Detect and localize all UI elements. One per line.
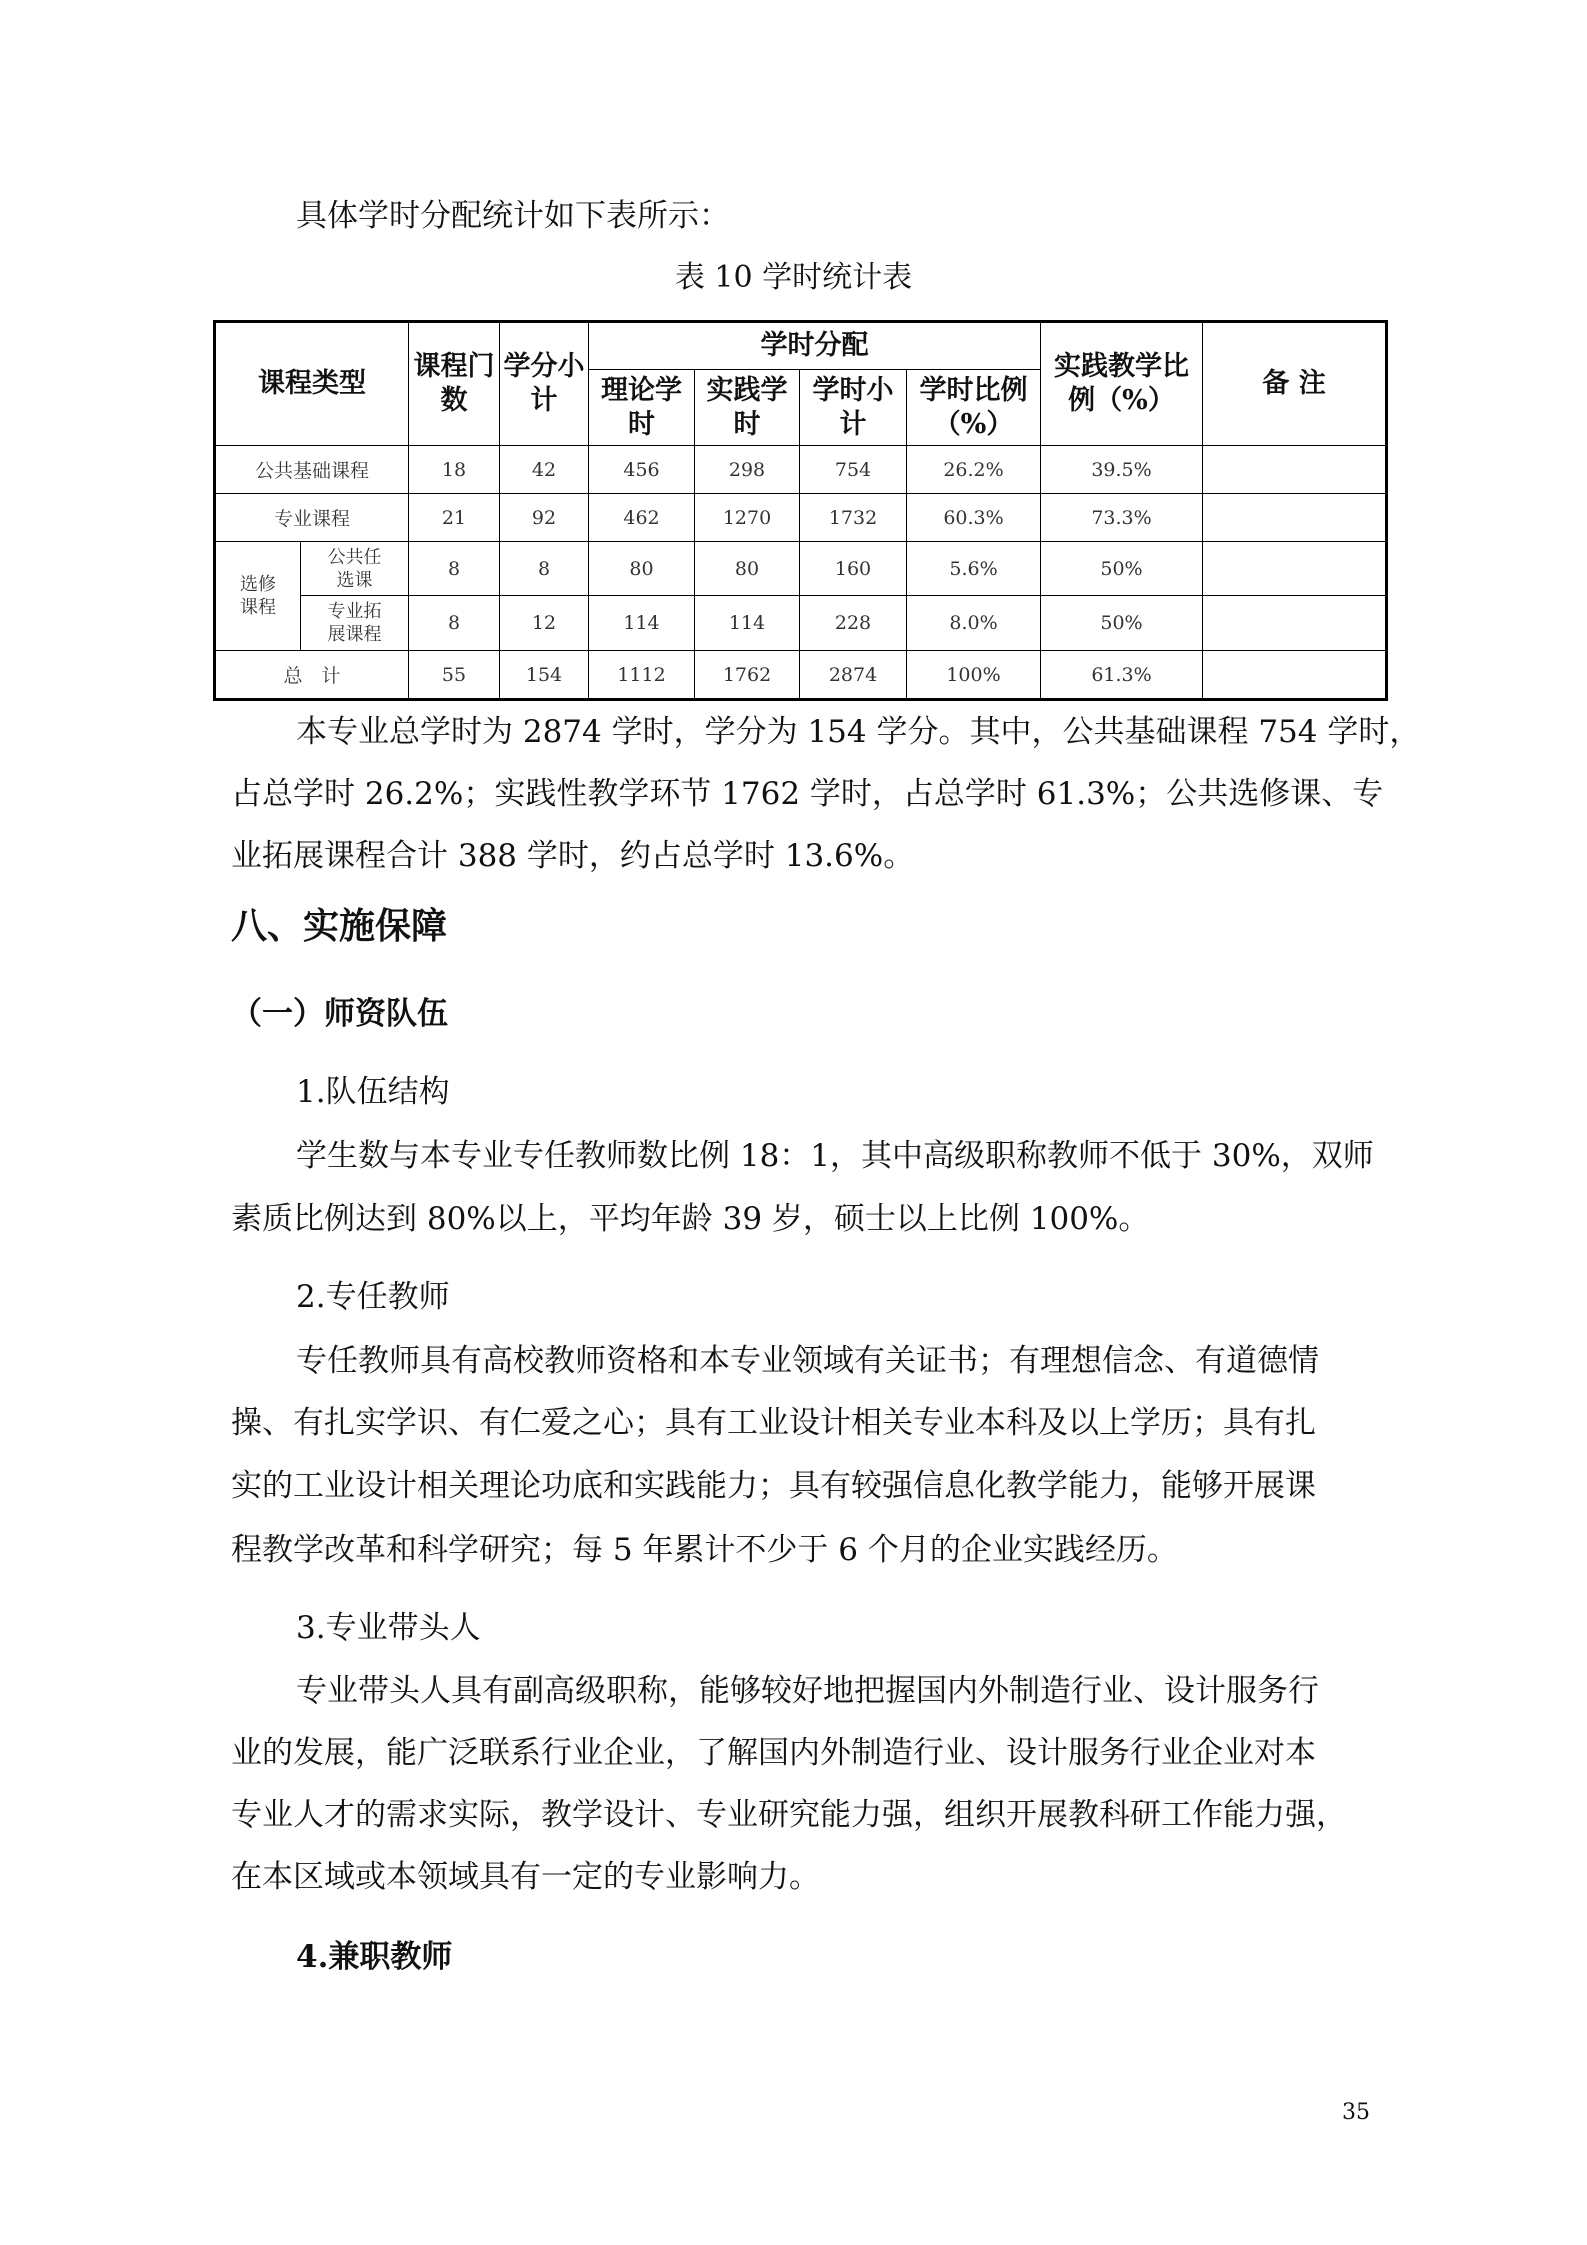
header-hours-alloc: 学时分配 <box>589 322 1041 370</box>
cell-subtotal: 228 <box>800 596 907 651</box>
cell-subtotal: 2874 <box>800 651 907 700</box>
cell-practice: 1762 <box>695 651 800 700</box>
paragraph-line: 在本区域或本领域具有一定的专业影响力。 <box>231 1859 820 1895</box>
cell-practice-ratio: 50% <box>1041 542 1203 596</box>
cell-type: 专业课程 <box>215 494 409 542</box>
cell-practice: 298 <box>695 446 800 494</box>
cell-ratio: 8.0% <box>907 596 1041 651</box>
cell-notes <box>1203 596 1387 651</box>
cell-notes <box>1203 446 1387 494</box>
header-course-count: 课程门数 <box>409 322 500 446</box>
cell-count: 21 <box>409 494 500 542</box>
cell-credits: 42 <box>500 446 589 494</box>
cell-practice-ratio: 61.3% <box>1041 651 1203 700</box>
cell-practice-ratio: 73.3% <box>1041 494 1203 542</box>
table-row <box>215 446 1387 494</box>
header-ratio: 学时比例（%） <box>907 370 1041 446</box>
header-credits: 学分小计 <box>500 322 589 446</box>
item-title: 4.兼职教师 <box>296 1939 453 1975</box>
subsection-title: （一）师资队伍 <box>231 996 448 1032</box>
item-title: 1.队伍结构 <box>296 1074 450 1110</box>
header-notes: 备 注 <box>1203 322 1387 446</box>
hours-table <box>213 320 1388 701</box>
table-row-total <box>215 651 1387 700</box>
cell-count: 8 <box>409 542 500 596</box>
header-subtotal: 学时小计 <box>800 370 907 446</box>
cell-ratio: 26.2% <box>907 446 1041 494</box>
paragraph-line: 占总学时 26.2%；实践性教学环节 1762 学时，占总学时 61.3%；公共选修课、专 <box>231 776 1384 812</box>
cell-notes <box>1203 651 1387 700</box>
paragraph-line: 专业人才的需求实际，教学设计、专业研究能力强，组织开展教科研工作能力强， <box>231 1797 1347 1833</box>
cell-theory: 462 <box>589 494 695 542</box>
cell-elective-group: 选修课程 <box>215 542 301 651</box>
cell-count: 18 <box>409 446 500 494</box>
cell-type: 专业拓展课程 <box>301 596 409 651</box>
cell-count: 8 <box>409 596 500 651</box>
item-title: 3.专业带头人 <box>296 1610 481 1646</box>
cell-practice: 1270 <box>695 494 800 542</box>
paragraph-line: 业的发展，能广泛联系行业企业，了解国内外制造行业、设计服务行业企业对本 <box>231 1735 1316 1771</box>
header-theory: 理论学时 <box>589 370 695 446</box>
cell-notes <box>1203 494 1387 542</box>
cell-ratio: 5.6% <box>907 542 1041 596</box>
cell-practice: 114 <box>695 596 800 651</box>
paragraph-line: 实的工业设计相关理论功底和实践能力；具有较强信息化教学能力，能够开展课 <box>231 1468 1316 1504</box>
paragraph-line: 素质比例达到 80%以上，平均年龄 39 岁，硕士以上比例 100%。 <box>231 1201 1150 1237</box>
item-title: 2.专任教师 <box>296 1279 450 1315</box>
cell-count: 55 <box>409 651 500 700</box>
paragraph-line: 专任教师具有高校教师资格和本专业领域有关证书；有理想信念、有道德情 <box>296 1343 1319 1379</box>
cell-notes <box>1203 542 1387 596</box>
cell-practice-ratio: 50% <box>1041 596 1203 651</box>
header-practice: 实践学时 <box>695 370 800 446</box>
cell-type: 总 计 <box>215 651 409 700</box>
cell-practice: 80 <box>695 542 800 596</box>
cell-credits: 92 <box>500 494 589 542</box>
cell-theory: 80 <box>589 542 695 596</box>
table-row <box>215 542 1387 596</box>
paragraph-line: 学生数与本专业专任教师数比例 18：1，其中高级职称教师不低于 30%，双师 <box>296 1138 1374 1174</box>
cell-ratio: 100% <box>907 651 1041 700</box>
cell-credits: 8 <box>500 542 589 596</box>
cell-theory: 114 <box>589 596 695 651</box>
cell-practice-ratio: 39.5% <box>1041 446 1203 494</box>
cell-theory: 456 <box>589 446 695 494</box>
table-row <box>215 596 1387 651</box>
paragraph-line: 业拓展课程合计 388 学时，约占总学时 13.6%。 <box>231 838 915 874</box>
cell-subtotal: 160 <box>800 542 907 596</box>
cell-ratio: 60.3% <box>907 494 1041 542</box>
intro-text: 具体学时分配统计如下表所示： <box>296 198 730 234</box>
paragraph-line: 程教学改革和科学研究；每 5 年累计不少于 6 个月的企业实践经历。 <box>231 1532 1178 1568</box>
header-course-type: 课程类型 <box>215 322 409 446</box>
cell-subtotal: 754 <box>800 446 907 494</box>
table-row <box>215 494 1387 542</box>
paragraph-line: 本专业总学时为 2874 学时，学分为 154 学分。其中，公共基础课程 754 学时， <box>296 714 1421 750</box>
cell-type: 公共基础课程 <box>215 446 409 494</box>
header-practice-ratio: 实践教学比例（%） <box>1041 322 1203 446</box>
cell-theory: 1112 <box>589 651 695 700</box>
cell-credits: 154 <box>500 651 589 700</box>
table-caption: 表 10 学时统计表 <box>674 260 913 295</box>
page-number: 35 <box>1342 2100 1370 2125</box>
paragraph-line: 操、有扎实学识、有仁爱之心；具有工业设计相关专业本科及以上学历；具有扎 <box>231 1405 1316 1441</box>
section-title: 八、实施保障 <box>231 906 448 947</box>
paragraph-line: 专业带头人具有副高级职称，能够较好地把握国内外制造行业、设计服务行 <box>296 1673 1319 1709</box>
cell-subtotal: 1732 <box>800 494 907 542</box>
cell-credits: 12 <box>500 596 589 651</box>
cell-type: 公共任选课 <box>301 542 409 596</box>
